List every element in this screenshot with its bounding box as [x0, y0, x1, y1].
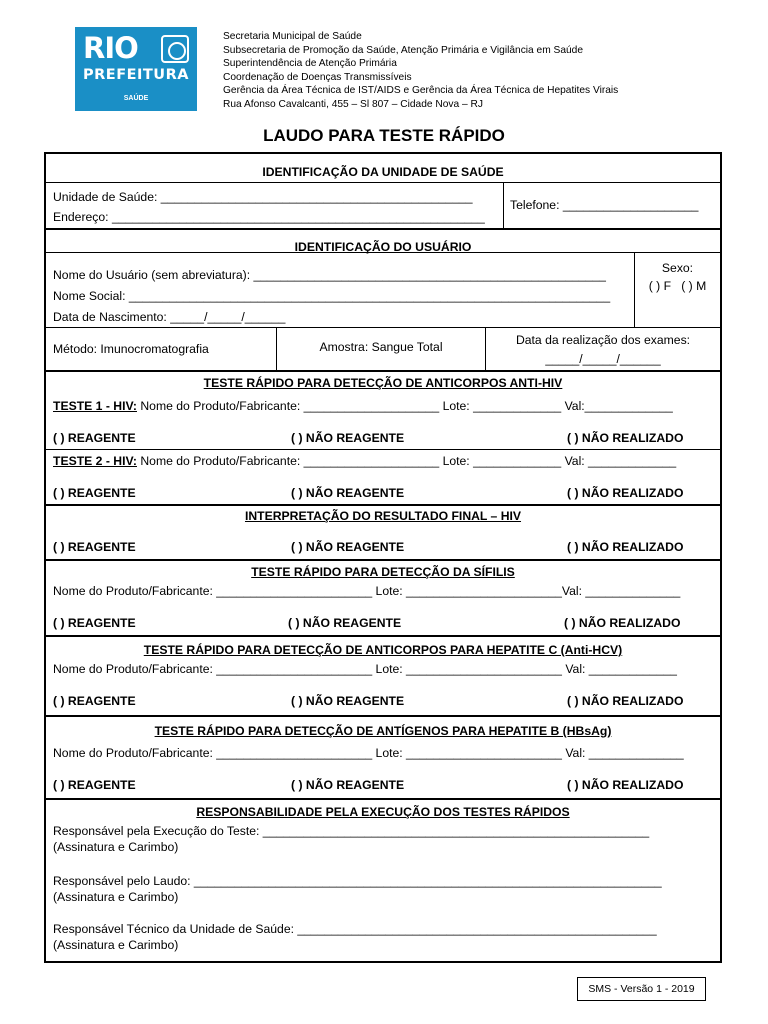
divider — [46, 228, 720, 230]
section-heading-interpretacao: INTERPRETAÇÃO DO RESULTADO FINAL – HIV — [244, 509, 522, 523]
nome-usuario-field[interactable]: Nome do Usuário (sem abreviatura): ____________________________________________________ — [53, 268, 606, 282]
sifilis-reagente-option[interactable]: ( ) REAGENTE — [53, 616, 136, 630]
teste1-hiv-fields[interactable]: Nome do Produto/Fabricante: ____________________ Lote: _____________ Val:_____________ — [136, 399, 673, 413]
hcv-reagente-option[interactable]: ( ) REAGENTE — [53, 694, 136, 708]
section-heading-hcv: TESTE RÁPIDO PARA DETECÇÃO DE ANTICORPOS PARA HEPATITE C (Anti-HCV) — [143, 643, 623, 657]
divider — [46, 798, 720, 800]
assinatura-carimbo-note: (Assinatura e Carimbo) — [53, 840, 179, 854]
hcv-produto-fields[interactable]: Nome do Produto/Fabricante: _______________________ Lote: _______________________ Val: _____________ — [53, 662, 677, 676]
logo-rio-text: RIO — [83, 31, 138, 65]
hbsag-nao-reagente-option[interactable]: ( ) NÃO REAGENTE — [291, 778, 405, 792]
hbsag-produto-fields[interactable]: Nome do Produto/Fabricante: _______________________ Lote: _______________________ Val: ______________ — [53, 746, 684, 760]
divider — [46, 715, 720, 717]
teste2-hiv-label: TESTE 2 - HIV: — [53, 454, 137, 468]
sifilis-nao-realizado-option[interactable]: ( ) NÃO REALIZADO — [564, 616, 681, 630]
teste2-nao-reagente-option[interactable]: ( ) NÃO REAGENTE — [291, 486, 405, 500]
header-line: Superintendência de Atenção Primária — [223, 58, 397, 70]
city-seal-icon — [161, 35, 189, 63]
interpretacao-reagente-option[interactable]: ( ) REAGENTE — [53, 540, 136, 554]
logo-saude-text: SAÚDE — [123, 95, 149, 102]
document-title: LAUDO PARA TESTE RÁPIDO — [263, 126, 505, 145]
sexo-options[interactable]: ( ) F ( ) M — [648, 279, 707, 293]
laudo-form — [44, 152, 722, 963]
header-line: Subsecretaria de Promoção da Saúde, Atenção Primária e Vigilância em Saúde — [223, 44, 583, 56]
assinatura-carimbo-note: (Assinatura e Carimbo) — [53, 938, 179, 952]
metodo-label: Método: Imunocromatografia — [53, 342, 209, 356]
hbsag-nao-realizado-option[interactable]: ( ) NÃO REALIZADO — [567, 778, 684, 792]
interpretacao-nao-reagente-option[interactable]: ( ) NÃO REAGENTE — [291, 540, 405, 554]
teste2-reagente-option[interactable]: ( ) REAGENTE — [53, 486, 136, 500]
hbsag-reagente-option[interactable]: ( ) REAGENTE — [53, 778, 136, 792]
unidade-field[interactable]: Unidade de Saúde: ______________________________________________ — [53, 190, 473, 204]
assinatura-carimbo-note: (Assinatura e Carimbo) — [53, 890, 179, 904]
hcv-nao-realizado-option[interactable]: ( ) NÃO REALIZADO — [567, 694, 684, 708]
responsavel-tecnico-field[interactable]: Responsável Técnico da Unidade de Saúde: _____________________________________________________ — [53, 922, 657, 936]
teste2-nao-realizado-option[interactable]: ( ) NÃO REALIZADO — [567, 486, 684, 500]
header-line: Coordenação de Doenças Transmissíveis — [223, 71, 412, 83]
divider — [46, 504, 720, 506]
responsavel-execucao-field[interactable]: Responsável pela Execução do Teste: _________________________________________________________ — [53, 824, 650, 838]
sexo-label: Sexo: — [661, 261, 694, 275]
section-heading-unidade: IDENTIFICAÇÃO DA UNIDADE DE SAÚDE — [262, 165, 504, 179]
divider — [46, 559, 720, 561]
logo-prefeitura-text: PREFEITURA — [83, 67, 189, 83]
divider — [503, 183, 504, 229]
teste1-hiv-label: TESTE 1 - HIV: — [53, 399, 137, 413]
header-line: Secretaria Municipal de Saúde — [223, 31, 362, 42]
divider — [46, 635, 720, 637]
telefone-field[interactable]: Telefone: ____________________ — [510, 198, 699, 212]
header-line: Gerência da Área Técnica de IST/AIDS e Gerência da Área Técnica de Hepatites Virais — [223, 85, 619, 97]
institution-header — [223, 30, 618, 112]
teste1-nao-realizado-option[interactable]: ( ) NÃO REALIZADO — [567, 431, 684, 445]
data-exames-label: Data da realização dos exames: — [515, 333, 691, 347]
divider — [46, 182, 720, 183]
teste1-nao-reagente-option[interactable]: ( ) NÃO REAGENTE — [291, 431, 405, 445]
section-heading-hbsag: TESTE RÁPIDO PARA DETECÇÃO DE ANTÍGENOS PARA HEPATITE B (HBsAg) — [154, 724, 612, 738]
divider — [46, 449, 720, 450]
sifilis-nao-reagente-option[interactable]: ( ) NÃO REAGENTE — [288, 616, 402, 630]
version-box: SMS - Versão 1 - 2019 — [577, 977, 706, 1001]
rio-prefeitura-logo — [75, 27, 197, 111]
divider — [46, 370, 720, 372]
section-heading-responsabilidade: RESPONSABILIDADE PELA EXECUÇÃO DOS TESTES RÁPIDOS — [196, 805, 570, 819]
header-line: Rua Afonso Cavalcanti, 455 – Sl 807 – Cidade Nova – RJ — [223, 98, 483, 110]
nome-social-field[interactable]: Nome Social: _______________________________________________________________________ — [53, 289, 611, 303]
endereco-field[interactable]: Endereço: _______________________________________________________ — [53, 210, 485, 224]
data-exames-field[interactable]: _____/_____/______ — [545, 352, 661, 366]
responsavel-laudo-field[interactable]: Responsável pelo Laudo: _____________________________________________________________________ — [53, 874, 662, 888]
hcv-nao-reagente-option[interactable]: ( ) NÃO REAGENTE — [291, 694, 405, 708]
interpretacao-nao-realizado-option[interactable]: ( ) NÃO REALIZADO — [567, 540, 684, 554]
teste1-hiv-row — [53, 399, 673, 413]
section-heading-sifilis: TESTE RÁPIDO PARA DETECÇÃO DA SÍFILIS — [251, 565, 515, 579]
sifilis-produto-fields[interactable]: Nome do Produto/Fabricante: _______________________ Lote: _______________________Val: ______________ — [53, 584, 681, 598]
amostra-label: Amostra: Sangue Total — [319, 340, 443, 354]
divider — [46, 327, 720, 328]
section-heading-usuario: IDENTIFICAÇÃO DO USUÁRIO — [294, 240, 472, 254]
teste2-hiv-fields[interactable]: Nome do Produto/Fabricante: ____________________ Lote: _____________ Val: _____________ — [136, 454, 677, 468]
data-nascimento-field[interactable]: Data de Nascimento: _____/_____/______ — [53, 310, 286, 324]
teste1-reagente-option[interactable]: ( ) REAGENTE — [53, 431, 136, 445]
teste2-hiv-row — [53, 454, 676, 468]
section-heading-hiv: TESTE RÁPIDO PARA DETECÇÃO DE ANTICORPOS ANTI-HIV — [203, 376, 563, 390]
